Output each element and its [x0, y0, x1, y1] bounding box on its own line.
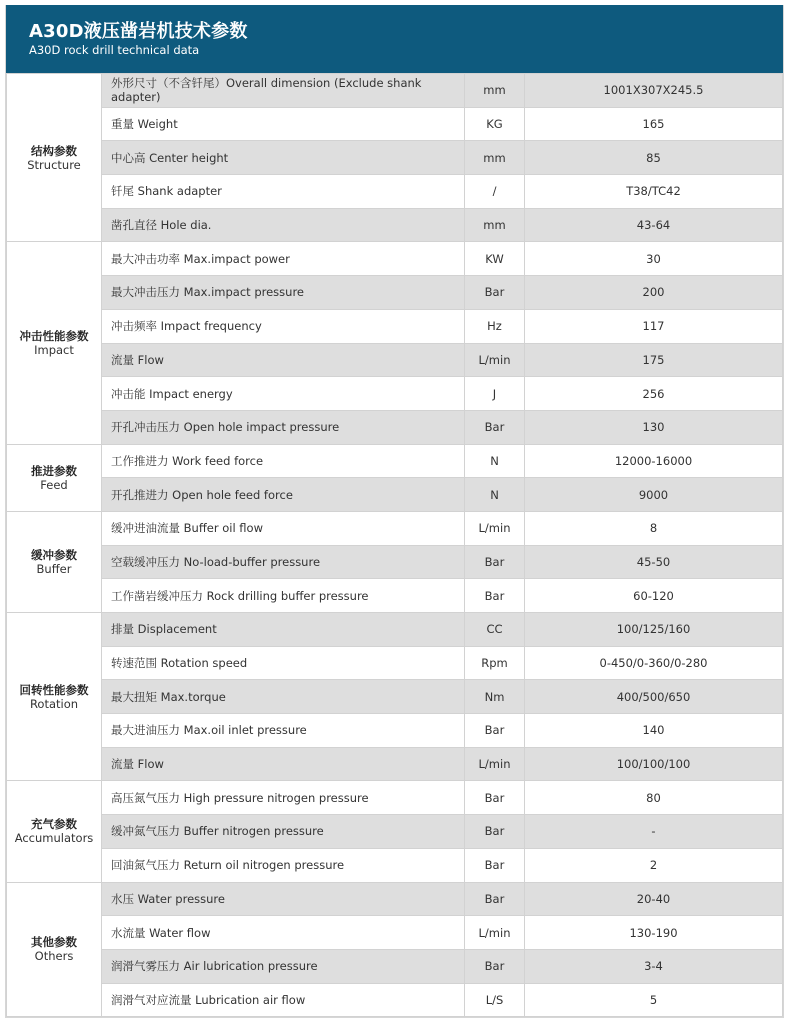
value-cell: 30 — [525, 242, 783, 276]
table-row — [7, 141, 783, 175]
parameter-name-cell: 冲击能 Impact energy — [102, 377, 465, 411]
parameter-name-cell: 最大冲击压力 Max.impact pressure — [102, 276, 465, 310]
category-label-zh: 缓冲参数 — [31, 547, 77, 562]
page-title: A30D液压凿岩机技术参数 — [29, 21, 248, 42]
parameter-name-cell: 水压 Water pressure — [102, 882, 465, 916]
header-bar — [6, 5, 783, 73]
parameter-name-cell: 润滑气雾压力 Air lubrication pressure — [102, 949, 465, 983]
page-subtitle: A30D rock drill technical data — [29, 43, 200, 57]
value-cell: 0-450/0-360/0-280 — [525, 646, 783, 680]
category-label-en: Others — [34, 949, 74, 964]
category-label-en: Structure — [27, 157, 81, 172]
unit-cell: mm — [465, 74, 525, 108]
value-cell: 400/500/650 — [525, 680, 783, 714]
table-row — [7, 714, 783, 748]
unit-cell: KW — [465, 242, 525, 276]
unit-cell: KG — [465, 107, 525, 141]
table-row — [7, 377, 783, 411]
value-cell: T38/TC42 — [525, 175, 783, 209]
category-label-en: Accumulators — [14, 831, 94, 846]
unit-cell: Nm — [465, 680, 525, 714]
value-cell: - — [525, 815, 783, 849]
table-row — [7, 882, 783, 916]
table-row — [7, 815, 783, 849]
category-cell — [7, 74, 102, 242]
parameter-name-cell: 空载缓冲压力 No-load-buffer pressure — [102, 545, 465, 579]
unit-cell: Rpm — [465, 646, 525, 680]
category-label-zh: 推进参数 — [31, 463, 77, 478]
table-row — [7, 478, 783, 512]
value-cell: 100/125/160 — [525, 613, 783, 647]
parameter-name-cell: 流量 Flow — [102, 747, 465, 781]
unit-cell: L/min — [465, 511, 525, 545]
parameter-name-cell: 重量 Weight — [102, 107, 465, 141]
table-row — [7, 983, 783, 1017]
table-row — [7, 747, 783, 781]
category-cell — [7, 781, 102, 882]
unit-cell: Bar — [465, 781, 525, 815]
category-label-zh: 结构参数 — [31, 143, 77, 158]
spec-table — [6, 73, 783, 1017]
value-cell: 117 — [525, 309, 783, 343]
category-cell — [7, 882, 102, 1017]
table-row — [7, 916, 783, 950]
unit-cell: Bar — [465, 714, 525, 748]
unit-cell: mm — [465, 141, 525, 175]
table-row — [7, 444, 783, 478]
parameter-name-cell: 冲击频率 Impact frequency — [102, 309, 465, 343]
unit-cell: L/min — [465, 916, 525, 950]
category-label-en: Buffer — [36, 561, 72, 576]
table-row — [7, 208, 783, 242]
value-cell: 8 — [525, 511, 783, 545]
parameter-name-cell: 回油氮气压力 Return oil nitrogen pressure — [102, 848, 465, 882]
value-cell: 60-120 — [525, 579, 783, 613]
table-row — [7, 107, 783, 141]
category-cell — [7, 242, 102, 444]
parameter-name-cell: 凿孔直径 Hole dia. — [102, 208, 465, 242]
spec-sheet — [5, 5, 784, 1018]
value-cell: 200 — [525, 276, 783, 310]
table-row — [7, 613, 783, 647]
parameter-name-cell: 工作推进力 Work feed force — [102, 444, 465, 478]
table-row — [7, 511, 783, 545]
table-row — [7, 309, 783, 343]
table-row — [7, 949, 783, 983]
spec-table-body — [7, 74, 783, 1017]
parameter-name-cell: 最大进油压力 Max.oil inlet pressure — [102, 714, 465, 748]
table-row — [7, 242, 783, 276]
unit-cell: N — [465, 444, 525, 478]
unit-cell: Hz — [465, 309, 525, 343]
parameter-name-cell: 钎尾 Shank adapter — [102, 175, 465, 209]
value-cell: 85 — [525, 141, 783, 175]
table-row — [7, 848, 783, 882]
unit-cell: L/min — [465, 343, 525, 377]
unit-cell: N — [465, 478, 525, 512]
value-cell: 140 — [525, 714, 783, 748]
unit-cell: Bar — [465, 815, 525, 849]
table-row — [7, 646, 783, 680]
parameter-name-cell: 开孔冲击压力 Open hole impact pressure — [102, 410, 465, 444]
value-cell: 130-190 — [525, 916, 783, 950]
table-row — [7, 781, 783, 815]
category-label-zh: 冲击性能参数 — [19, 329, 89, 343]
unit-cell: Bar — [465, 276, 525, 310]
category-label-zh: 回转性能参数 — [19, 682, 89, 697]
parameter-name-cell: 中心高 Center height — [102, 141, 465, 175]
unit-cell: Bar — [465, 949, 525, 983]
parameter-name-cell: 排量 Displacement — [102, 613, 465, 647]
unit-cell: L/min — [465, 747, 525, 781]
unit-cell: J — [465, 377, 525, 411]
unit-cell: Bar — [465, 545, 525, 579]
unit-cell: mm — [465, 208, 525, 242]
value-cell: 100/100/100 — [525, 747, 783, 781]
category-label-en: Impact — [34, 343, 74, 357]
value-cell: 12000-16000 — [525, 444, 783, 478]
unit-cell: L/S — [465, 983, 525, 1017]
table-row — [7, 343, 783, 377]
parameter-name-cell: 转速范围 Rotation speed — [102, 646, 465, 680]
unit-cell: / — [465, 175, 525, 209]
parameter-name-cell: 最大扭矩 Max.torque — [102, 680, 465, 714]
unit-cell: Bar — [465, 848, 525, 882]
parameter-name-cell: 润滑气对应流量 Lubrication air flow — [102, 983, 465, 1017]
value-cell: 165 — [525, 107, 783, 141]
value-cell: 45-50 — [525, 545, 783, 579]
category-label-en: Rotation — [29, 696, 79, 711]
value-cell: 2 — [525, 848, 783, 882]
parameter-name-cell: 外形尺寸（不含钎尾）Overall dimension (Exclude shank adapter) — [102, 74, 465, 108]
value-cell: 9000 — [525, 478, 783, 512]
category-cell — [7, 511, 102, 612]
category-label-zh: 其他参数 — [31, 935, 77, 950]
value-cell: 175 — [525, 343, 783, 377]
category-label-zh: 充气参数 — [31, 817, 77, 832]
category-cell — [7, 444, 102, 511]
parameter-name-cell: 高压氮气压力 High pressure nitrogen pressure — [102, 781, 465, 815]
value-cell: 3-4 — [525, 949, 783, 983]
parameter-name-cell: 开孔推进力 Open hole feed force — [102, 478, 465, 512]
parameter-name-cell: 缓冲进油流量 Buffer oil flow — [102, 511, 465, 545]
value-cell: 43-64 — [525, 208, 783, 242]
table-row — [7, 545, 783, 579]
value-cell: 20-40 — [525, 882, 783, 916]
table-row — [7, 276, 783, 310]
value-cell: 5 — [525, 983, 783, 1017]
unit-cell: Bar — [465, 579, 525, 613]
table-row — [7, 680, 783, 714]
parameter-name-cell: 工作凿岩缓冲压力 Rock drilling buffer pressure — [102, 579, 465, 613]
category-label-en: Feed — [40, 477, 68, 492]
parameter-name-cell: 最大冲击功率 Max.impact power — [102, 242, 465, 276]
table-row — [7, 410, 783, 444]
unit-cell: Bar — [465, 882, 525, 916]
parameter-name-cell: 水流量 Water flow — [102, 916, 465, 950]
table-row — [7, 74, 783, 108]
value-cell: 1001X307X245.5 — [525, 74, 783, 108]
value-cell: 256 — [525, 377, 783, 411]
unit-cell: CC — [465, 613, 525, 647]
category-cell — [7, 613, 102, 781]
parameter-name-cell: 缓冲氮气压力 Buffer nitrogen pressure — [102, 815, 465, 849]
value-cell: 80 — [525, 781, 783, 815]
table-row — [7, 175, 783, 209]
table-row — [7, 579, 783, 613]
value-cell: 130 — [525, 410, 783, 444]
unit-cell: Bar — [465, 410, 525, 444]
parameter-name-cell: 流量 Flow — [102, 343, 465, 377]
